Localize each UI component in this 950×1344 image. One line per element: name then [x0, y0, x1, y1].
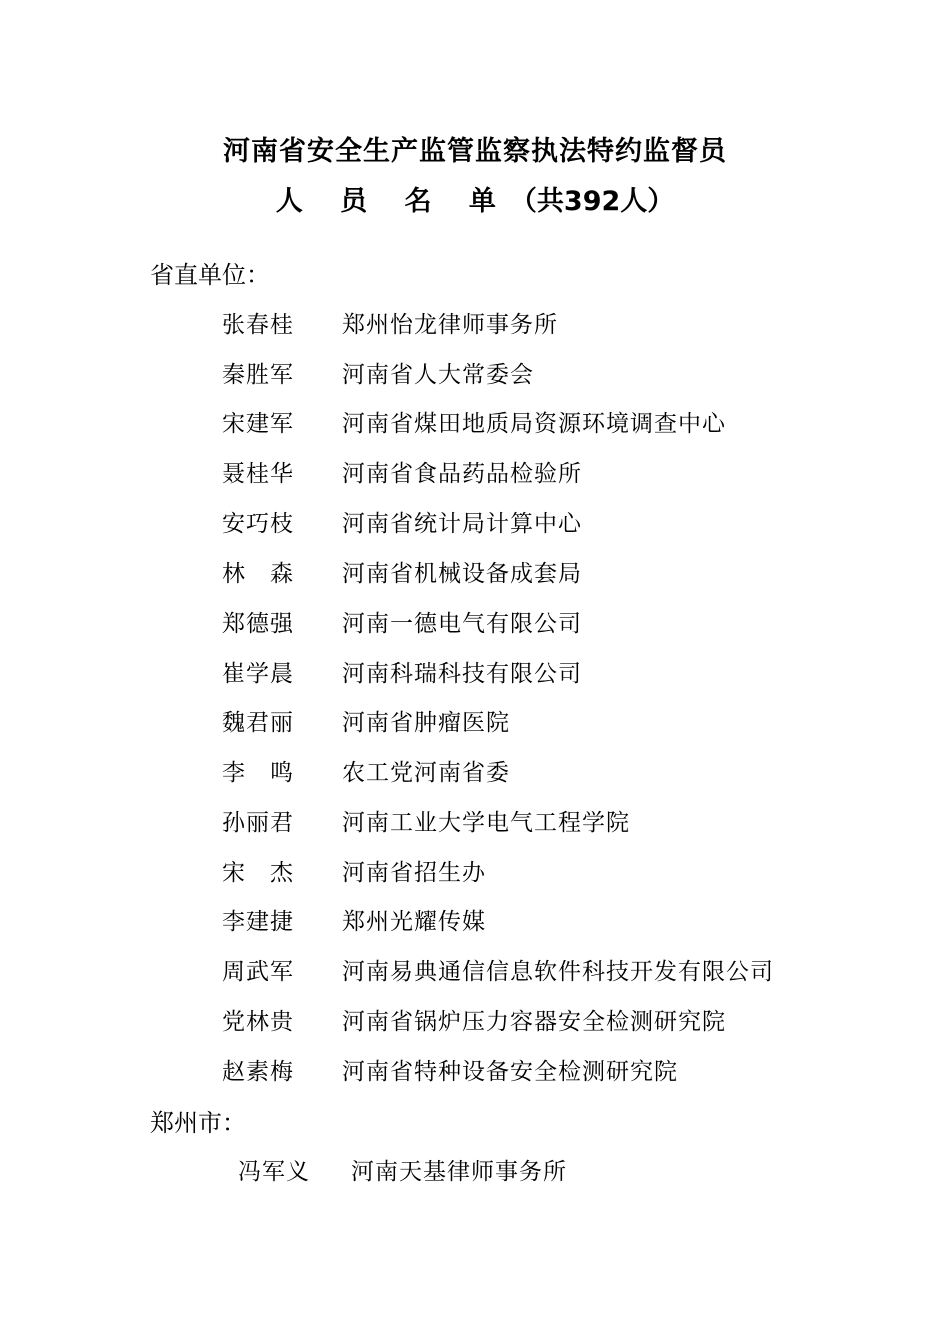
list-item	[222, 756, 822, 790]
list-item	[222, 358, 822, 392]
person-organization: 河南省煤田地质局资源环境调查中心	[342, 411, 726, 437]
document-subtitle	[0, 182, 950, 222]
list-item	[222, 806, 822, 840]
list-item	[238, 1155, 798, 1189]
list-item	[222, 657, 822, 691]
person-organization: 河南省统计局计算中心	[342, 511, 582, 537]
person-name: 郑德强	[222, 611, 294, 637]
list-item	[222, 905, 822, 939]
person-name: 魏君丽	[222, 710, 294, 736]
list-item	[222, 1055, 822, 1089]
subtitle-label: 人 员 名 单	[275, 186, 510, 217]
list-item	[222, 1005, 822, 1039]
person-name: 李 鸣	[222, 760, 294, 786]
list-item	[222, 507, 822, 541]
person-name: 宋 杰	[222, 860, 294, 886]
person-organization: 郑州怡龙律师事务所	[342, 312, 558, 338]
list-item	[222, 557, 822, 591]
person-organization: 郑州光耀传媒	[342, 909, 486, 935]
list-item	[222, 607, 822, 641]
person-organization: 农工党河南省委	[342, 760, 510, 786]
person-name: 秦胜军	[222, 362, 294, 388]
person-organization: 河南工业大学电气工程学院	[342, 810, 630, 836]
person-name: 赵素梅	[222, 1059, 294, 1085]
person-name: 党林贵	[222, 1009, 294, 1035]
person-name: 宋建军	[222, 411, 294, 437]
person-name: 周武军	[222, 959, 294, 985]
person-name: 李建捷	[222, 909, 294, 935]
person-name: 崔学晨	[222, 661, 294, 687]
list-item	[222, 457, 822, 491]
person-organization: 河南省食品药品检验所	[342, 461, 582, 487]
person-name: 林 森	[222, 561, 294, 587]
person-organization: 河南一德电气有限公司	[342, 611, 582, 637]
person-organization: 河南省机械设备成套局	[342, 561, 582, 587]
person-organization: 河南省招生办	[342, 860, 486, 886]
person-organization: 河南省肿瘤医院	[342, 710, 510, 736]
list-item	[222, 706, 822, 740]
person-organization: 河南省人大常委会	[342, 362, 534, 388]
section-heading-provincial: 省直单位：	[150, 261, 270, 289]
person-organization: 河南天基律师事务所	[351, 1159, 567, 1185]
person-organization: 河南省锅炉压力容器安全检测研究院	[342, 1009, 726, 1035]
person-name: 张春桂	[222, 312, 294, 338]
list-item	[222, 856, 822, 890]
person-name: 冯军义	[238, 1159, 310, 1185]
person-organization: 河南省特种设备安全检测研究院	[342, 1059, 678, 1085]
person-name: 聂桂华	[222, 461, 294, 487]
person-organization: 河南科瑞科技有限公司	[342, 661, 582, 687]
list-item	[222, 955, 822, 989]
list-item	[222, 407, 822, 441]
document-title: 河南省安全生产监管监察执法特约监督员	[223, 136, 727, 167]
person-name: 孙丽君	[222, 810, 294, 836]
section-heading-zhengzhou: 郑州市：	[150, 1109, 246, 1137]
subtitle-count: （共392人）	[509, 186, 675, 217]
list-item	[222, 308, 822, 342]
person-organization: 河南易典通信信息软件科技开发有限公司	[342, 959, 774, 985]
person-name: 安巧枝	[222, 511, 294, 537]
